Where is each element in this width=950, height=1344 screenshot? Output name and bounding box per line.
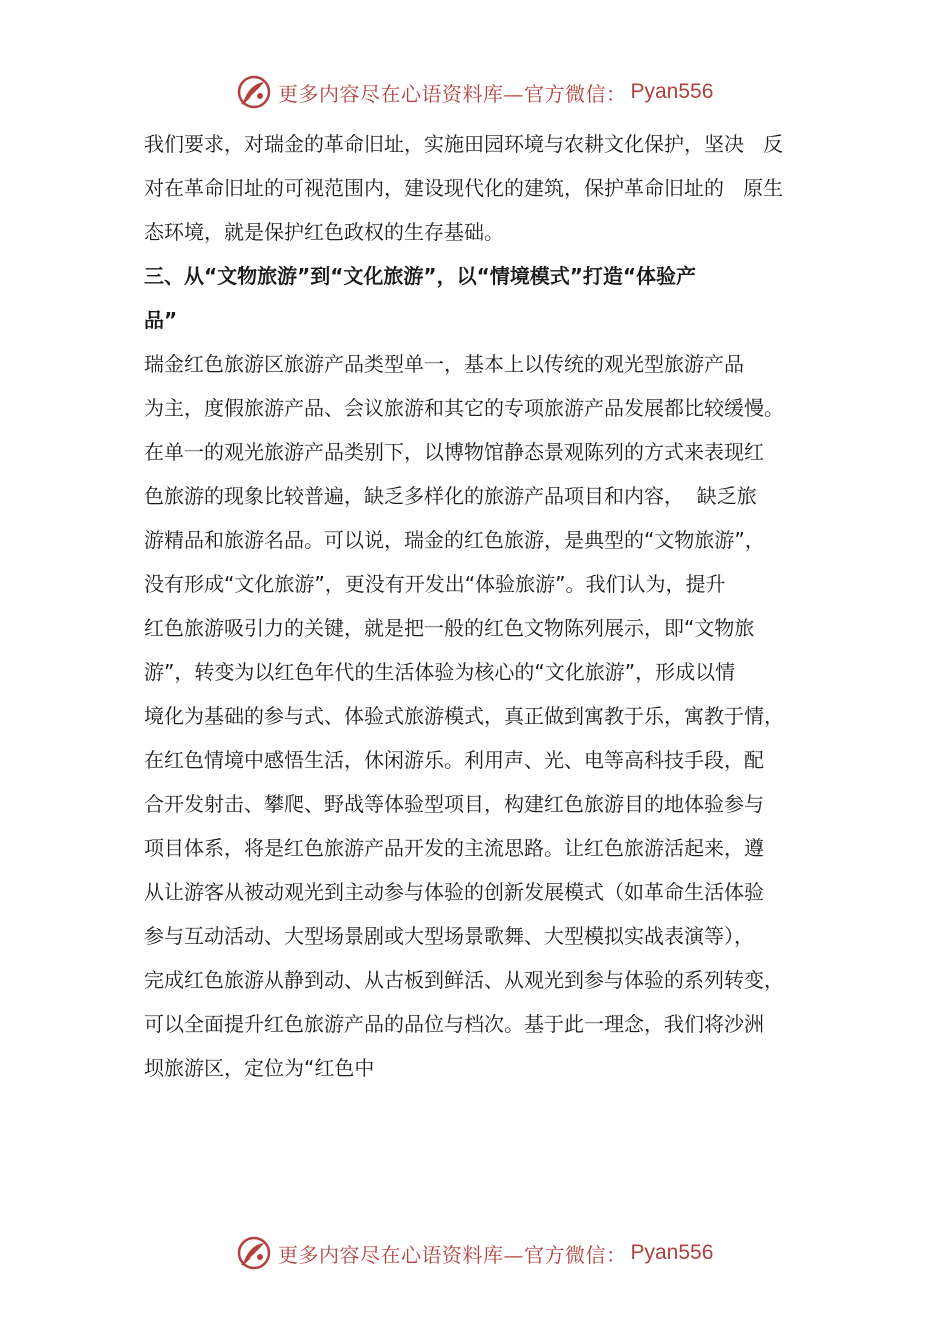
logo-icon [236, 1235, 272, 1271]
text-line: 从让游客从被动观光到主动参与体验的创新发展模式（如革命生活体验 [144, 880, 764, 904]
text-line: 我们要求，对瑞金的革命旧址，实施田园环境与农耕文化保护，坚决 反 [144, 132, 784, 156]
text-line: 合开发射击、攀爬、野战等体验型项目，构建红色旅游目的地体验参与 [144, 792, 764, 816]
footer-watermark [236, 1233, 736, 1273]
watermark-id: Pyan556 [630, 80, 714, 103]
text-line: 游精品和旅游名品。可以说，瑞金的红色旅游，是典型的“文物旅游”， [144, 528, 765, 552]
watermark-text: 更多内容尽在心语资料库—官方微信： [278, 1242, 627, 1267]
text-line: 没有形成“文化旅游”，更没有开发出“体验旅游”。我们认为，提升 [144, 572, 726, 596]
watermark-id: Pyan556 [630, 1241, 714, 1264]
section-heading: 品” [144, 308, 178, 332]
text-line: 对在革命旧址的可视范围内，建设现代化的建筑，保护革命旧址的 原生 [144, 176, 784, 200]
text-line: 项目体系，将是红色旅游产品开发的主流思路。让红色旅游活起来，遵 [144, 836, 764, 860]
text-line: 在红色情境中感悟生活，休闲游乐。利用声、光、电等高科技手段，配 [144, 748, 764, 772]
text-line: 可以全面提升红色旅游产品的品位与档次。基于此一理念，我们将沙洲 [144, 1012, 764, 1036]
text-line: 为主，度假旅游产品、会议旅游和其它的专项旅游产品发展都比较缓慢。 [144, 396, 784, 420]
text-line: 游”，转变为以红色年代的生活体验为核心的“文化旅游”，形成以情 [144, 660, 736, 684]
logo-icon [236, 74, 272, 110]
header-watermark [236, 72, 736, 112]
text-line: 态环境，就是保护红色政权的生存基础。 [144, 220, 504, 244]
text-line: 坝旅游区，定位为“红色中 [144, 1056, 375, 1080]
text-line: 瑞金红色旅游区旅游产品类型单一，基本上以传统的观光型旅游产品 [144, 352, 744, 376]
text-line: 完成红色旅游从静到动、从古板到鲜活、从观光到参与体验的系列转变， [144, 968, 784, 992]
document-body [144, 122, 834, 1090]
text-line: 在单一的观光旅游产品类别下，以博物馆静态景观陈列的方式来表现红 [144, 440, 764, 464]
watermark-text: 更多内容尽在心语资料库—官方微信： [278, 81, 627, 106]
text-line: 境化为基础的参与式、体验式旅游模式，真正做到寓教于乐，寓教于情， [144, 704, 784, 728]
text-line: 色旅游的现象比较普遍，缺乏多样化的旅游产品项目和内容， 缺乏旅 [144, 484, 757, 508]
section-heading: 三、从“文物旅游”到“文化旅游”，以“情境模式”打造“体验产 [144, 264, 697, 288]
text-line: 参与互动活动、大型场景剧或大型场景歌舞、大型模拟实战表演等）， [144, 924, 754, 948]
text-line: 红色旅游吸引力的关键，就是把一般的红色文物陈列展示，即“文物旅 [144, 616, 755, 640]
